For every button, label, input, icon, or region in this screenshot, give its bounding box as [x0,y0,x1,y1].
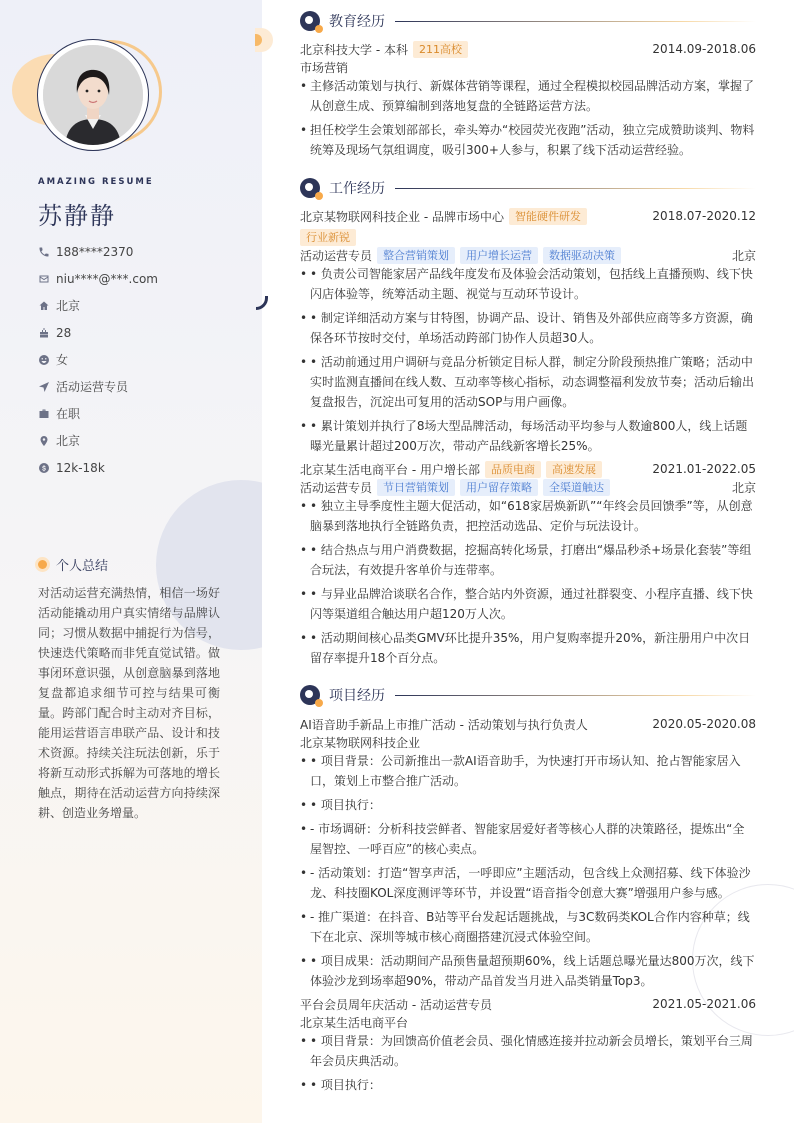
section-icon [300,11,320,31]
project-bullet: • • 项目背景：为回馈高价值老会员、强化情感连接并拉动新会员增长，策划平台三周年会员庆典活动。 [300,1031,756,1071]
summary-heading [38,555,108,574]
job-bullet: • • 独立主导季度性主题大促活动，如“618家居焕新趴”“年终会员回馈季”等，从创意脑暴到落地执行全链路负责，把控活动选品、定价与玩法设计。 [300,496,756,536]
sidebar [0,0,262,1123]
project-date: 2020.05-2020.08 [652,717,756,731]
job-bullet: • • 结合热点与用户消费数据，挖掘高转化场景，打磨出“爆品秒杀+场景化套装”等组合玩法，有效提升客单价与连带率。 [300,540,756,580]
project-bullet: • • 项目执行： [300,795,756,815]
smile-icon [38,354,50,366]
skill-tag: 数据驱动决策 [543,247,621,264]
age-value: 28 [56,325,72,340]
home-icon [38,300,50,312]
contact-info-list [38,238,158,481]
info-salary [38,454,158,481]
phone-icon [38,246,50,258]
project-bullet: • • 项目成果：活动期间产品预售量超预期60%，线上话题总曝光量达800万次，线下体验沙龙到场率超90%，带动产品首发当月进入品类销量Top3。 [300,951,756,991]
info-hometown [38,292,158,319]
info-age [38,319,158,346]
section-title: 项目经历 [329,688,385,704]
hometown-value: 北京 [56,299,81,313]
bullet-dot-icon [38,560,47,569]
job-row [300,207,756,225]
education-bullet: • 主修活动策划与执行、新媒体营销等课程，通过全程模拟校园品牌活动方案，掌握了从创意生成、预算编制到落地复盘的全链路运营方法。 [300,76,756,116]
section-projects [300,685,756,705]
section-divider [395,21,756,22]
cake-icon [38,327,50,339]
project-name: AI语音助手新品上市推广活动 - 活动策划与执行负责人 [300,717,588,732]
project-org-row [300,1013,756,1031]
project-date: 2021.05-2021.06 [652,997,756,1011]
pin-icon [38,435,50,447]
coin-icon [38,462,50,474]
job-tag: 品质电商 [485,461,541,478]
section-title: 工作经历 [329,181,385,197]
decor-arc [256,296,268,310]
job-company: 北京某生活电商平台 - 用户增长部 [300,462,480,477]
salary-value: 12k-18k [56,460,105,475]
avatar-frame [37,39,149,151]
job-date: 2021.01-2022.05 [652,462,756,476]
education-date: 2014.09-2018.06 [652,42,756,56]
project-name: 平台会员周年庆活动 - 活动运营专员 [300,997,492,1012]
section-icon [300,685,320,705]
tagline: AMAZING RESUME [38,177,154,187]
project-bullet: • • 项目执行： [300,1075,756,1095]
section-title: 教育经历 [329,14,385,30]
school-name: 北京科技大学 - 本科 [300,42,408,57]
project-org: 北京某生活电商平台 [300,1015,409,1030]
job-bullet: • • 活动期间核心品类GMV环比提升35%，用户复购率提升20%，新注册用户中次日留存率提升18个百分点。 [300,628,756,668]
info-position [38,373,158,400]
education-row [300,40,756,58]
skill-tag: 整合营销策划 [377,247,455,264]
major-row [300,58,756,76]
skill-tag: 全渠道触达 [543,479,610,496]
info-email [38,265,158,292]
project-row [300,715,756,733]
section-icon [300,178,320,198]
mail-icon [38,273,50,285]
major: 市场营销 [300,60,349,75]
job-tag-row [295,228,751,246]
section-education [300,11,756,31]
decor-half-circle [255,28,273,52]
avatar-portrait [43,45,143,145]
info-city [38,427,158,454]
job-date: 2018.07-2020.12 [652,209,756,223]
job-location: 北京 [731,248,756,263]
project-bullet: • - 市场调研：分析科技尝鲜者、智能家居爱好者等核心人群的决策路径，提炼出“全屋智控、一呼百应”的核心卖点。 [300,819,756,859]
project-bullet: • - 推广渠道：在抖音、B站等平台发起话题挑战，与3C数码类KOL合作内容种草；线下在北京、深圳等城市核心商圈搭建沉浸式体验空间。 [300,907,756,947]
project-org: 北京某物联网科技企业 [300,735,421,750]
section-work [300,178,756,198]
summary-title: 个人总结 [56,559,109,574]
avatar [43,45,143,145]
section-divider [395,188,756,189]
job-tag: 行业新锐 [300,229,356,246]
info-gender [38,346,158,373]
skill-tag: 用户增长运营 [460,247,538,264]
gender-value: 女 [56,353,69,367]
job-company: 北京某物联网科技企业 - 品牌市场中心 [300,209,504,224]
project-bullet: • - 活动策划：打造“智享声活，一呼即应”主题活动，包含线上众测招募、线下体验沙龙、科技圈KOL深度测评等环节，并设置“语音指令创意大赛”增强用户参与感。 [300,863,756,903]
skill-tag: 用户留存策略 [460,479,538,496]
job-location: 北京 [731,480,756,495]
job-role: 活动运营专员 [300,480,373,495]
job-bullet: • • 制定详细活动方案与甘特图，协调产品、设计、销售及外部供应商等多方资源，确保各环节按时交付，单场活动跨部门协作人员超30人。 [300,308,756,348]
project-org-row [300,733,756,751]
candidate-name: 苏静静 [38,202,116,230]
job-bullet: • • 与异业品牌洽谈联名合作，整合站内外资源，通过社群裂变、小程序直播、线下快闪等渠道组合触达用户超120万人次。 [300,584,756,624]
job-bullet: • • 累计策划并执行了8场大型品牌活动，每场活动平均参与人数逾800人，线上话题曝光量累计超过200万次，带动产品线新客增长25%。 [300,416,756,456]
city-value: 北京 [56,434,81,448]
job-tag: 高速发展 [546,461,602,478]
education-bullet: • 担任校学生会策划部部长，牵头筹办“校园荧光夜跑”活动，独立完成赞助谈判、物料统筹及现场气氛组调度，吸引300+人参与，积累了线下活动运营经验。 [300,120,756,160]
info-status [38,400,158,427]
position-value: 活动运营专员 [56,380,129,394]
project-row [300,995,756,1013]
job-role-row [300,478,756,496]
briefcase-icon [38,408,50,420]
school-tag: 211高校 [413,41,468,58]
info-phone [38,238,158,265]
email-value: niu****@***.com [56,271,158,286]
section-divider [395,695,756,696]
status-value: 在职 [56,407,81,421]
job-role-row [300,246,756,264]
job-role: 活动运营专员 [300,248,373,263]
skill-tag: 节日营销策划 [377,479,455,496]
send-icon [38,381,50,393]
job-tag: 智能硬件研发 [509,208,587,225]
job-bullet: • • 负责公司智能家居产品线年度发布及体验会活动策划，包括线上直播预购、线下快闪店体验等，统筹活动主题、视觉与互动环节设计。 [300,264,756,304]
phone-value: 188****2370 [56,244,134,259]
job-row [300,460,756,478]
job-bullet: • • 活动前通过用户调研与竞品分析锁定目标人群，制定分阶段预热推广策略；活动中实时监测直播间在线人数、互动率等核心指标，动态调整福利发放节奏；活动后输出复盘报告，沉淀出可复用的活动SOP与用户画像。 [300,352,756,412]
summary-text: 对活动运营充满热情，相信一场好活动能撬动用户真实情绪与品牌认同；习惯从数据中捕捉行为信号，快速迭代策略而非凭直觉试错。做事闭环意识强，从创意脑暴到落地复盘都追求细节可控与结果可衡量。跨部门配合时主动对齐目标，能用运营语言串联产品、设计和技术资源。持续关注玩法创新，乐于将新互动形式拆解为可落地的增长触点，期待在活动运营方向持续深耕、创造业务增量。 [38,586,220,820]
project-bullet: • • 项目背景：公司新推出一款AI语音助手，为快速打开市场认知、抢占智能家居入口，策划上市整合推广活动。 [300,751,756,791]
